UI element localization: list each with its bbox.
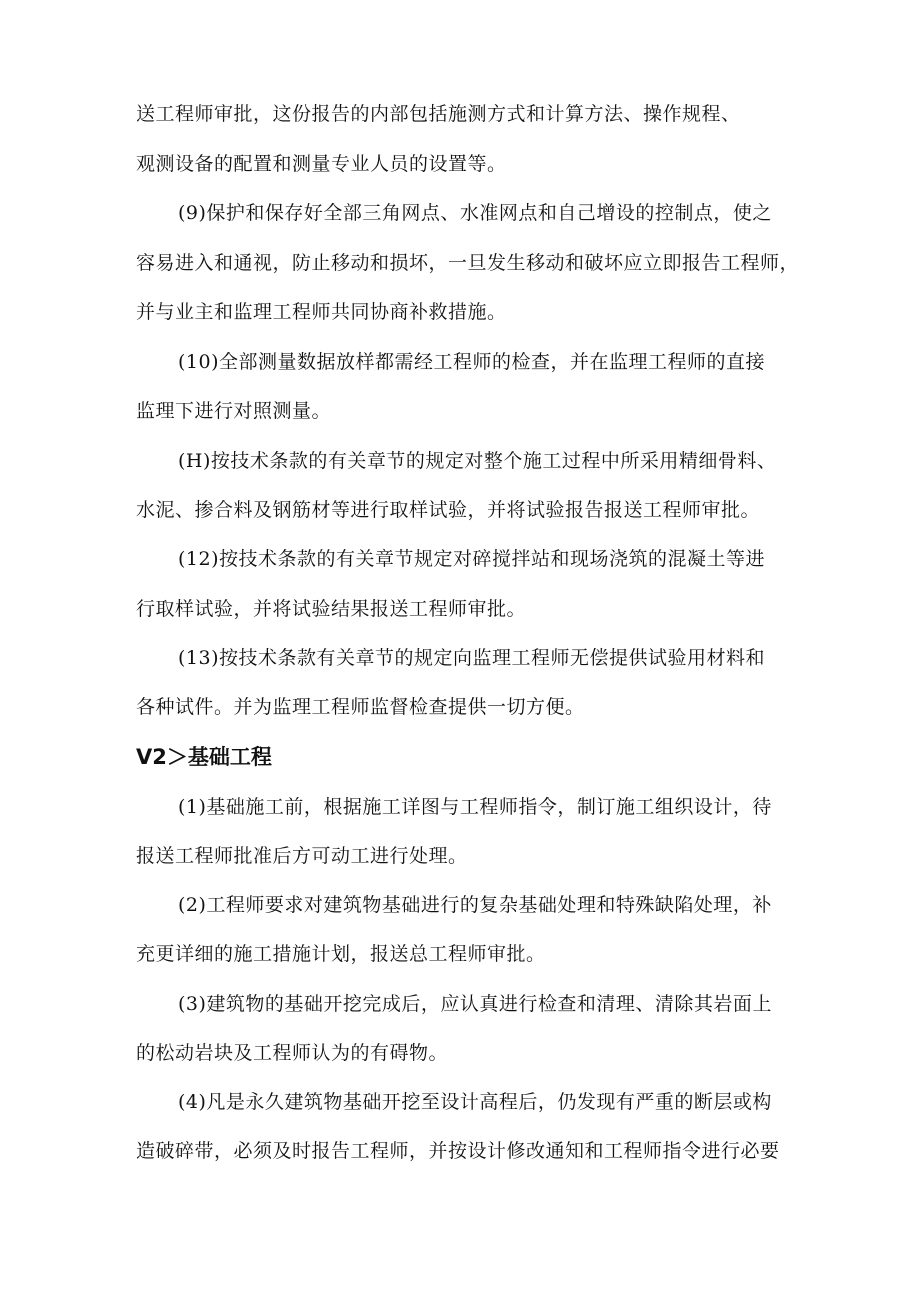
- paragraph-3-line: (3)建筑物的基础开挖完成后，应认真进行检查和清理、清除其岩面上: [178, 993, 772, 1015]
- text-line: 造破碎带，必须及时报告工程师，并按设计修改通知和工程师指令进行必要: [136, 1140, 780, 1162]
- text-line: 并与业主和监理工程师共同协商补救措施。: [136, 301, 507, 323]
- text-line: 容易进入和通视，防止移动和损坏，一旦发生移动和破坏应立即报告工程师，: [136, 252, 800, 274]
- text-line: 送工程师审批，这份报告的内部包括施测方式和计算方法、操作规程、: [136, 103, 741, 125]
- text-line: 水泥、掺合料及钢筋材等进行取样试验，并将试验报告报送工程师审批。: [136, 499, 761, 521]
- paragraph-4-line: (4)凡是永久建筑物基础开挖至设计高程后，仍发现有严重的断层或构: [178, 1091, 772, 1113]
- text-line: 充更详细的施工措施计划，报送总工程师审批。: [136, 943, 546, 965]
- paragraph-2-line: (2)工程师要求对建筑物基础进行的复杂基础处理和特殊缺陷处理，补: [178, 894, 772, 916]
- text-line: 行取样试验，并将试验结果报送工程师审批。: [136, 598, 527, 620]
- paragraph-11-line: (H)按技术条款的有关章节的规定对整个施工过程中所采用精细骨料、: [178, 450, 777, 472]
- text-line: 监理下进行对照测量。: [136, 400, 332, 422]
- text-line: 各种试件。并为监理工程师监督检查提供一切方便。: [136, 696, 585, 718]
- paragraph-13-line: (13)按技术条款有关章节的规定向监理工程师无偿提供试验用材料和: [178, 647, 766, 669]
- paragraph-12-line: (12)按技术条款的有关章节规定对碎搅拌站和现场浇筑的混凝土等进: [178, 548, 766, 570]
- paragraph-10-line: (10)全部测量数据放样都需经工程师的检查，并在监理工程师的直接: [178, 351, 766, 373]
- section-heading: V2＞基础工程: [136, 745, 272, 769]
- text-line: 报送工程师批准后方可动工进行处理。: [136, 845, 468, 867]
- text-line: 的松动岩块及工程师认为的有碍物。: [136, 1042, 449, 1064]
- text-line: 观测设备的配置和测量专业人员的设置等。: [136, 153, 507, 175]
- paragraph-1-line: (1)基础施工前，根据施工详图与工程师指令，制订施工组织设计，待: [178, 796, 772, 818]
- paragraph-9-line: (9)保护和保存好全部三角网点、水准网点和自己增设的控制点，使之: [178, 202, 772, 224]
